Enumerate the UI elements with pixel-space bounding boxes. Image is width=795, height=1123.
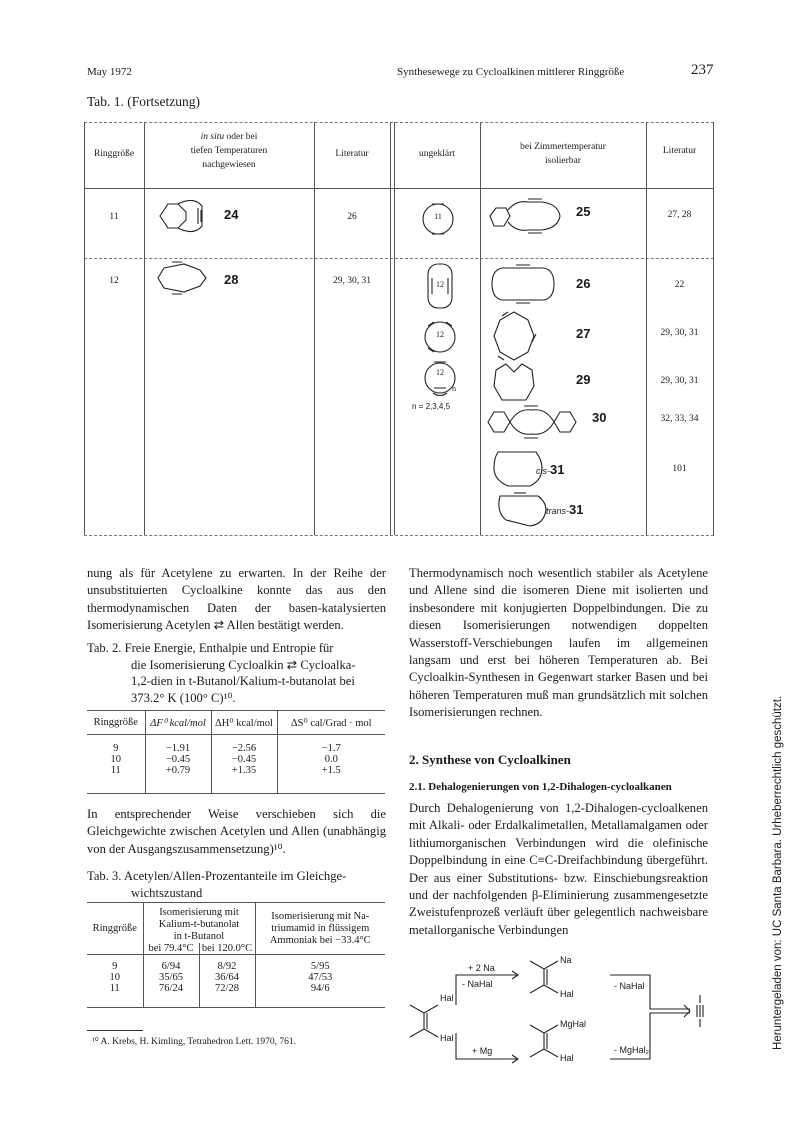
compound-29-structure	[488, 360, 540, 406]
th-literatur-1: Literatur	[335, 149, 369, 159]
left-paragraph-2: In entsprechender Weise verschieben sich die Gleichgewichte zwischen Acetylen und Allen (unabhängig von der Ausgangszusammensetzung)¹⁰.	[87, 807, 386, 856]
ring-12c-label: 12	[436, 368, 444, 377]
compound-30-literature: 32, 33, 34	[660, 414, 699, 424]
t2-header-ring: Ringgröße	[87, 711, 145, 735]
scheme-na: Na	[560, 955, 572, 965]
t3-header-kalium: Isomerisierung mit Kalium-t-butanolat in t-Butanol	[143, 903, 255, 944]
compound-27-label: 27	[576, 326, 591, 341]
compound-26-structure	[488, 262, 558, 306]
table-row: 9 6/94 8/92 5/95	[87, 961, 385, 972]
th-ungeklaert: ungeklärt	[419, 149, 455, 159]
row11-size: 11	[109, 212, 119, 222]
ring-12c-structure	[422, 360, 466, 400]
compound-28-structure	[154, 260, 210, 296]
table-row: 11 +0.79 +1.35 +1.5	[87, 765, 385, 776]
t3-header-t2: bei 120.0°C	[199, 943, 255, 955]
ring-11-label: 11	[434, 212, 442, 221]
scheme-hal-mid: Hal	[560, 989, 574, 999]
reaction-scheme-drawing	[400, 955, 710, 1065]
ring-12b-label: 12	[436, 330, 444, 339]
t2-header-ds: ΔS⁰ cal/Grad · mol	[290, 717, 372, 729]
compound-31trans-label: trans-31	[546, 502, 584, 517]
right-paragraph-1: Thermodynamisch noch wesentlich stabiler als Acetylene und Allene sind die isomeren Diene mit isolierten und insbesondere mit konjugierten Doppelbindungen. Die zu diesen Isomerisierungen notwendigen doppelten Wasserstoff-Verschiebungen laufen im allgemeinen langsam und erst bei höheren Temperaturen ab. Bei Cycloalkin-Synthesen in Gegenwart starker Basen und bei höheren Temperaturen muß man grundsätzlich mit solchen Isomerisierungen rechnen.	[409, 566, 708, 720]
th-zimmertemperatur: bei Zimmertemperatur isolierbar	[520, 142, 606, 166]
download-watermark: Heruntergeladen von: UC Santa Barbara. Urheberrechtlich geschützt.	[772, 695, 784, 1050]
compound-31cis-label: cis-31	[536, 462, 565, 477]
table2	[87, 710, 385, 794]
table1	[84, 122, 714, 538]
compound-29-literature: 29, 30, 31	[660, 376, 699, 386]
scheme-mghal: MgHal	[560, 1019, 587, 1029]
compound-25-structure	[486, 194, 566, 238]
footnote: ¹⁰ A. Krebs, H. Kimling, Tetrahedron Lett. 1970, 761.	[92, 1037, 296, 1047]
row11-literature: 26	[347, 212, 357, 222]
t2-header-dh: ΔH⁰ kcal/mol	[211, 711, 277, 735]
table2-caption: Tab. 2. Freie Energie, Enthalpie und Entropie für die Isomerisierung Cycloalkin ⇄ Cycloalka- 1,2-dien in t-Butanol/Kalium-t-butanolat bei 373.2° K (100° C)¹⁰.	[87, 641, 356, 705]
t3-header-t1: bei 79.4°C	[143, 943, 199, 955]
right-paragraph-2: Durch Dehalogenierung von 1,2-Dihalogen-cycloalkenen mit Alkali- oder Erdalkalimetallen, Metallamalgamen oder lithiumorganischen Verbindungen wird die olefinische Doppelbindung in eine C≡C-Dreifachbindung übergeführt. Der aus einer Substitutions- bzw. Einschiebungsreaktion und der nachfolgenden β-Eliminierung zusammengesetzte Zweistufenprozeß verläuft über gelegentlich nachweisbare metallorganische Verbindungen	[409, 801, 708, 937]
scheme-minus-nahal: - NaHal	[462, 979, 493, 989]
compound-27-structure	[488, 308, 540, 364]
table-row: 10 35/65 36/64 47/53	[87, 972, 385, 983]
table3-caption: Tab. 3. Acetylen/Allen-Prozentanteile im Gleichge- wichtszustand	[87, 869, 347, 900]
compound-25-literature: 27, 28	[667, 210, 692, 220]
t3-header-ring: Ringgröße	[87, 903, 143, 955]
th-ringgroesse: Ringgröße	[93, 149, 135, 159]
compound-26-literature: 22	[674, 280, 685, 290]
table3	[87, 902, 385, 1008]
compound-28-label: 28	[224, 272, 239, 287]
compound-31cis-literature: 101	[672, 464, 687, 474]
scheme-minus-mghal2: - MgHal₂	[614, 1045, 649, 1055]
th-insitu: in situ oder bei tiefen Temperaturen nachgewiesen	[190, 132, 268, 170]
compound-25-label: 25	[576, 204, 591, 219]
scheme-minus-nahal-2: - NaHal	[614, 981, 645, 991]
scheme-hal-low: Hal	[560, 1053, 574, 1063]
compound-27-literature: 29, 30, 31	[660, 328, 699, 338]
ring-12c-n-values: n = 2,3,4,5	[412, 402, 451, 411]
ring-12c-subscript: n	[452, 384, 456, 393]
compound-30-label: 30	[592, 410, 607, 425]
table1-caption: Tab. 1. (Fortsetzung)	[87, 94, 201, 109]
footnote-rule	[87, 1030, 143, 1031]
compound-24-structure	[154, 194, 214, 238]
row12-size: 12	[109, 276, 119, 286]
compound-29-label: 29	[576, 372, 591, 387]
row12-literature: 29, 30, 31	[333, 276, 371, 286]
compound-30-structure	[484, 402, 580, 442]
compound-26-label: 26	[576, 276, 591, 291]
ring-12a-label: 12	[436, 280, 444, 289]
table-row: 9 −1.91 −2.56 −1.7	[87, 743, 385, 754]
t3-header-na: Isomerisierung mit Na- triumamid in flüssigem Ammoniak bei −33.4°C	[255, 903, 385, 955]
table-row: 10 −0.45 −0.45 0.0	[87, 754, 385, 765]
scheme-plus-mg: + Mg	[472, 1046, 493, 1056]
compound-24-label: 24	[224, 207, 239, 222]
section-2-1-heading: 2.1. Dehalogenierungen von 1,2-Dihalogen-cycloalkanen	[409, 781, 672, 793]
scheme-plus-na: + 2 Na	[468, 963, 495, 973]
running-title: Synthesewege zu Cycloalkinen mittlerer Ringgröße	[397, 66, 625, 78]
t2-header-df: ΔF⁰ kcal/mol	[145, 711, 211, 735]
scheme-hal-bottom: Hal	[440, 1033, 454, 1043]
page-number: 237	[691, 62, 714, 78]
section-2-heading: 2. Synthese von Cycloalkinen	[409, 752, 571, 767]
reaction-scheme	[400, 955, 710, 1065]
table-row: 11 76/24 72/28 94/6	[87, 983, 385, 994]
scheme-hal-top: Hal	[440, 993, 454, 1003]
left-paragraph-1: nung als für Acetylene zu erwarten. In der Reihe der unsubstituierten Cycloalkine konnte das aus den thermodynamischen Daten der basen-katalysierten Isomerisierung Acetylen ⇄ Allen bestätigt werden.	[87, 566, 386, 633]
th-literatur-2: Literatur	[662, 146, 697, 156]
header-date: May 1972	[87, 66, 132, 78]
compound-31trans-structure	[490, 490, 550, 532]
